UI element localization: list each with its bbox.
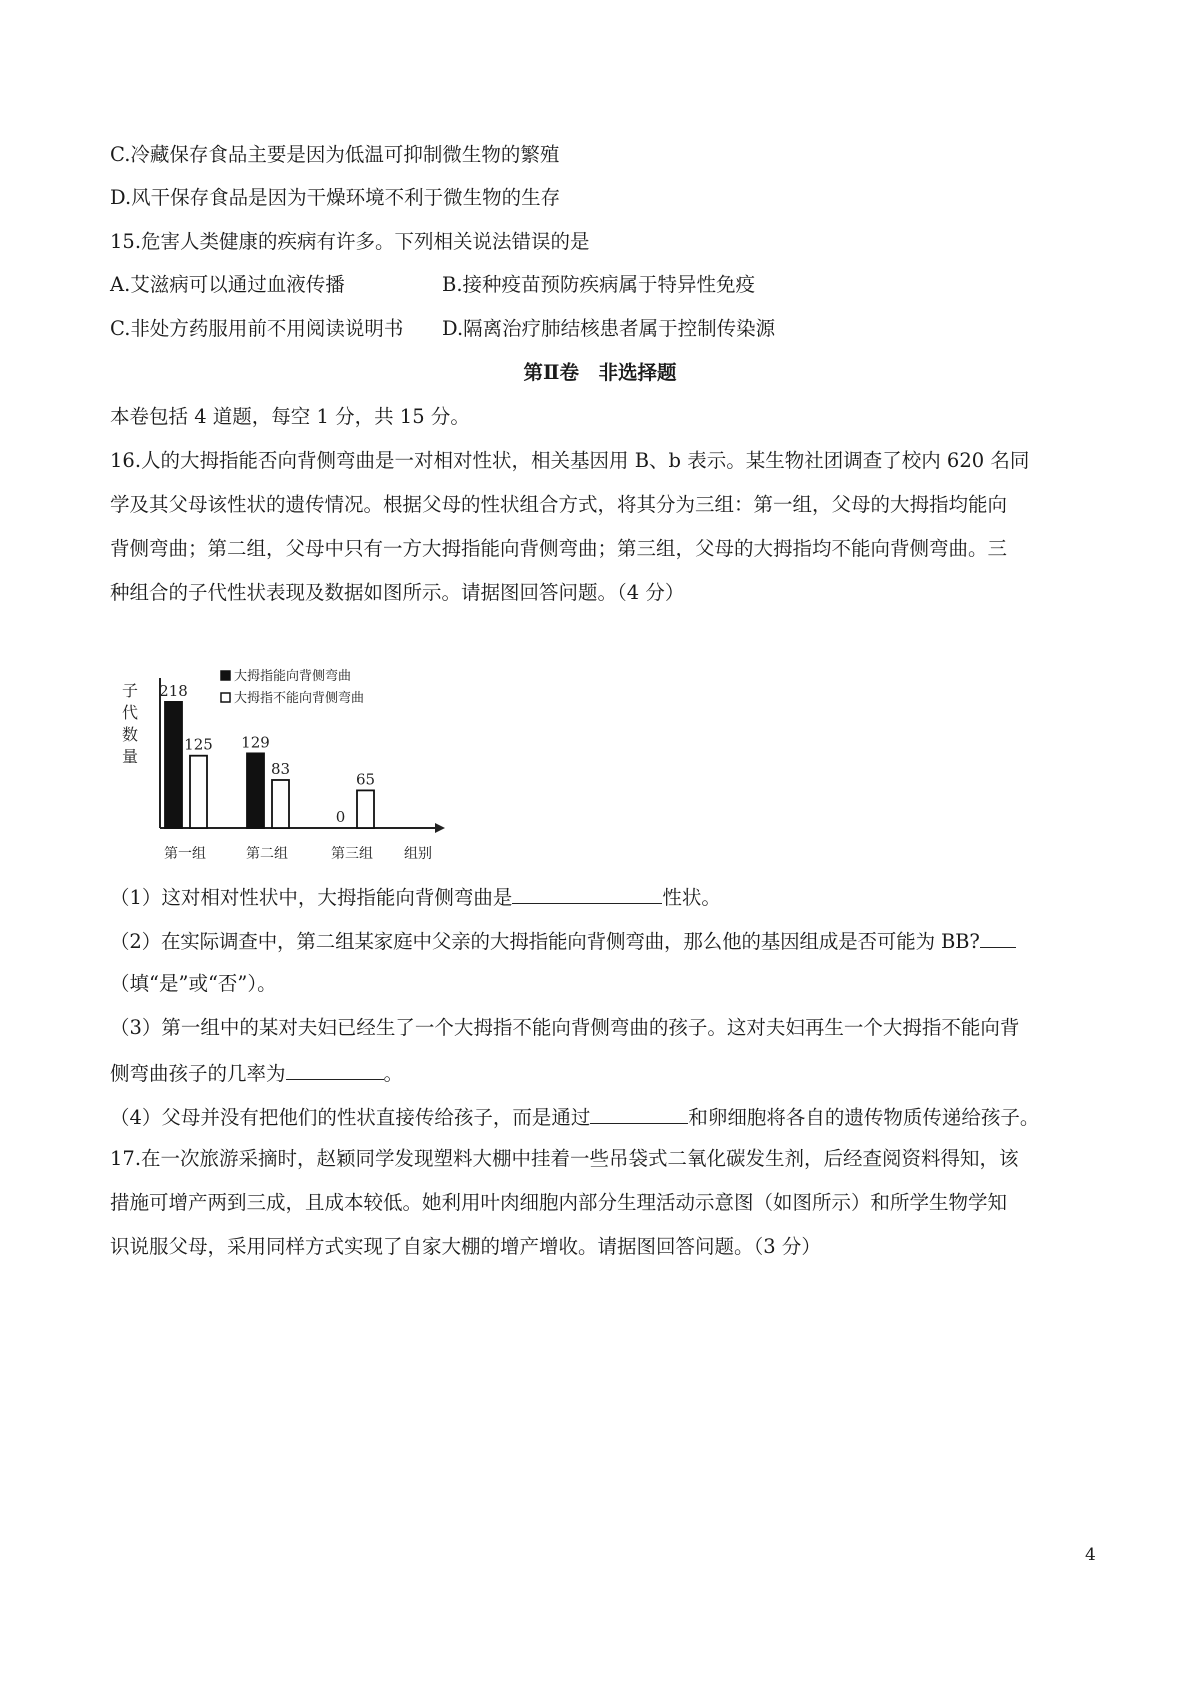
bar-value-label-0-1: 125 (184, 735, 213, 754)
bar-value-label-0-0: 218 (159, 681, 188, 700)
q16-sub4-blank[interactable] (590, 1103, 688, 1124)
x-tick-label-1: 第二组 (246, 846, 288, 862)
q16-sub3-line-2 (110, 1059, 403, 1087)
bar-1-1 (272, 780, 289, 828)
q15-option-d: D.隔离治疗肺结核患者属于控制传染源 (442, 317, 776, 340)
q17-line-3: 识说服父母，采用同样方式实现了自家大棚的增产增收。请据图回答问题。（3 分） (110, 1235, 821, 1258)
q16-sub1-text-a: （1）这对相对性状中，大拇指能向背侧弯曲是 (110, 886, 513, 909)
q16-sub4 (110, 1103, 1039, 1131)
x-tick-label-0: 第一组 (164, 846, 206, 862)
q16-sub1-text-b: 性状。 (662, 886, 721, 909)
bar-1-0 (247, 753, 264, 828)
bar-value-label-1-1: 83 (270, 759, 291, 778)
x-tick-label-2: 第三组 (331, 846, 373, 862)
q16-sub2-text-a: （2）在实际调查中，第二组某家庭中父亲的大拇指能向背侧弯曲，那么他的基因组成是否可能为 BB? (110, 930, 980, 953)
q16-sub3-line-1: （3）第一组中的某对夫妇已经生了一个大拇指不能向背侧弯曲的孩子。这对夫妇再生一个大拇指不能向背 (110, 1016, 1020, 1039)
chart-x-axis-label: 组别 (404, 846, 432, 862)
legend-swatch-0 (221, 671, 230, 680)
q15-option-a: A.艾滋病可以通过血液传播 (110, 273, 345, 296)
q16-sub2-line-1 (110, 927, 1016, 955)
chart-y-label-char: 量 (121, 747, 139, 766)
q16-line-1: 16.人的大拇指能否向背侧弯曲是一对相对性状，相关基因用 B、b 表示。某生物社团调查了校内 620 名同 (110, 449, 1030, 472)
q16-sub3-text-c: 。 (383, 1062, 404, 1085)
q17-line-2: 措施可增产两到三成，且成本较低。她利用叶肉细胞内部分生理活动示意图（如图所示）和所学生物学知 (110, 1191, 1008, 1214)
bar-0-0 (165, 702, 182, 828)
bar-value-label-2-0: 0 (335, 808, 346, 826)
q16-sub2-line-2: （填“是”或“否”）。 (110, 972, 277, 995)
option-d-food: D.风干保存食品是因为干燥环境不利于微生物的生存 (110, 186, 561, 209)
section-intro: 本卷包括 4 道题，每空 1 分，共 15 分。 (110, 405, 470, 428)
q16-sub1 (110, 883, 721, 911)
bar-0-1 (190, 756, 207, 828)
bar-value-label-1-0: 129 (241, 733, 270, 752)
option-c-food: C.冷藏保存食品主要是因为低温可抑制微生物的繁殖 (110, 143, 560, 166)
bar-value-label-2-1: 65 (355, 770, 376, 789)
q16-sub3-blank[interactable] (286, 1059, 384, 1080)
q17-line-1: 17.在一次旅游采摘时，赵颖同学发现塑料大棚中挂着一些吊袋式二氧化碳发生剂，后经查阅资料得知，该 (110, 1147, 1019, 1170)
q16-sub2-blank[interactable] (980, 927, 1016, 948)
q15-option-b: B.接种疫苗预防疾病属于特异性免疫 (442, 273, 756, 296)
q15-stem: 15.危害人类健康的疾病有许多。下列相关说法错误的是 (110, 230, 590, 253)
q16-sub4-text-a: （4）父母并没有把他们的性状直接传给孩子，而是通过 (110, 1106, 591, 1129)
q16-sub1-blank[interactable] (512, 883, 662, 904)
q16-sub3-text-b: 侧弯曲孩子的几率为 (110, 1062, 286, 1085)
q16-line-2: 学及其父母该性状的遗传情况。根据父母的性状组合方式，将其分为三组：第一组，父母的大拇指均能向 (110, 493, 1008, 516)
q16-line-3: 背侧弯曲；第二组，父母中只有一方大拇指能向背侧弯曲；第三组，父母的大拇指均不能向背侧弯曲。三 (110, 537, 1008, 560)
legend-swatch-1 (221, 693, 230, 702)
chart-y-label-char: 代 (121, 703, 139, 722)
legend-label-0: 大拇指能向背侧弯曲 (234, 669, 352, 684)
chart-y-axis-label (122, 681, 138, 766)
q16-sub4-text-b: 和卵细胞将各自的遗传物质传递给孩子。 (688, 1106, 1040, 1129)
section-title: 第Ⅱ卷 非选择题 (523, 361, 677, 384)
chart-y-label-char: 数 (121, 725, 139, 744)
chart-y-label-char: 子 (121, 681, 139, 700)
legend-label-1: 大拇指不能向背侧弯曲 (234, 691, 365, 706)
chart-legend (221, 668, 364, 706)
q16-line-4: 种组合的子代性状表现及数据如图所示。请据图回答问题。（4 分） (110, 581, 685, 604)
offspring-bar-chart (110, 668, 450, 868)
page-number: 4 (1085, 1545, 1096, 1565)
x-axis-arrow-icon (435, 823, 445, 833)
chart-x-tick-labels (164, 845, 432, 862)
bar-2-1 (357, 790, 374, 828)
q15-option-c: C.非处方药服用前不用阅读说明书 (110, 317, 404, 340)
